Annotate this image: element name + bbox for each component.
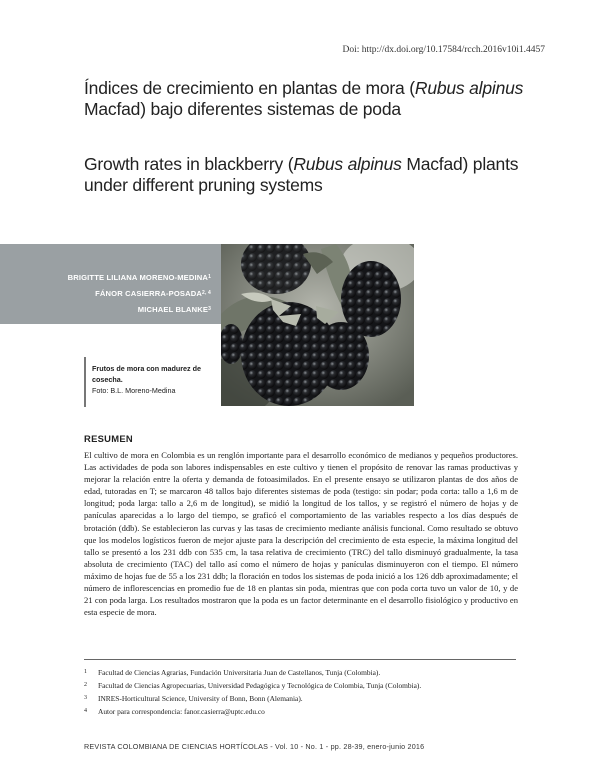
title-en-part2: Macfad) plants under different pruning systems	[84, 154, 519, 195]
blackberry-photo-svg	[221, 244, 414, 406]
blackberry-photo	[221, 244, 414, 406]
title-en-species: Rubus alpinus	[293, 154, 402, 174]
photo-caption	[84, 357, 214, 407]
footnote: 1 Facultad de Ciencias Agrarias, Fundación Universitaria Juan de Castellanos, Tunja (Colombia).	[84, 668, 381, 677]
title-en-part1: Growth rates in blackberry (	[84, 154, 294, 174]
author-3: MICHAEL BLANKE$^3$	[137, 305, 211, 314]
abstract-text: El cultivo de mora en Colombia es un renglón importante para el desarrollo económico de medianos y pequeños productores. Las actividades de poda son labores indispensables en este cultivo y tienen el propósito de renovar las ramas productivas y mejorar la relación entre la oferta y demanda de fotoasimilados. En el presente ensayo se utilizaron plantas de dos años de edad, tutoradas en T; se marcaron 48 tallos bajo diferentes sistemas de poda (testigo: sin podar; poda corta: tallo a 1,6 m de longitud; poda larga: tallo a 2,6 m de longitud), se midió la longitud de los tallos, y se registró el número de hojas y de panículas aparecidas a lo largo del tiempo, se graficó el comportamiento de las variables respecto a los días después de brotación (ddb). Se establecieron las curvas y las tasas de crecimiento mediante análisis funcional. Como resultado se obtuvo que los modelos logísticos fueron de mejor ajuste para la descripción del crecimiento de esta especie, la máxima longitud del tallo se presentó a los 231 ddb con 535 cm, la tasa relativa de crecimiento (TRC) del tallo disminuyó gradualmente, la tasa absoluta de crecimiento (TAC) del tallo así como el número de hojas y panículas disminuyeron con el tiempo. El número máximo de hojas fue de 55 a los 231 ddb; la floración en todos los sistemas de poda inició a los 126 ddb aproximadamente; el número de inflorescencias en promedio fue de 18 en plantas sin poda, mientras que con poda corta tuvo un valor de 10, y de 21 con poda larga. Los resultados mostraron que la poda es un factor determinante en el desarrollo fisiológico y productivo en esta especie de mora.	[84, 450, 518, 618]
doi-link[interactable]: Doi: http://dx.doi.org/10.17584/rcch.2016v10i1.4457	[342, 45, 545, 55]
title-es-part2: Macfad) bajo diferentes sistemas de poda	[84, 99, 401, 119]
title-es-species: Rubus alpinus	[414, 78, 524, 98]
title-spanish	[84, 78, 554, 120]
title-es-part1: Índices de crecimiento en plantas de mora (	[84, 78, 415, 98]
footnotes	[84, 666, 518, 718]
caption-credit: Foto: B.L. Moreno-Medina	[92, 386, 176, 395]
footnote: 4 Autor para correspondencia: fanor.casierra@uptc.edu.co	[84, 707, 265, 716]
title-english	[84, 154, 554, 196]
author-1: BRIGITTE LILIANA MORENO-MEDINA$^1$	[67, 273, 211, 282]
author-2: FÁNOR CASIERRA-POSADA$^{2, 4}$	[95, 289, 211, 298]
caption-title: Frutos de mora con madurez de cosecha.	[92, 364, 202, 384]
journal-footer: REVISTA COLOMBIANA DE CIENCIAS HORTÍCOLAS - Vol. 10 - No. 1 - pp. 28-39, enero-junio 2016	[84, 742, 425, 751]
author-list	[68, 270, 211, 318]
footnote: 3 INRES-Horticultural Science, University of Bonn, Bonn (Alemania).	[84, 694, 303, 703]
footnote-divider	[84, 659, 516, 660]
footnote: 2 Facultad de Ciencias Agropecuarias, Universidad Pedagógica y Tecnológica de Colombia, Tunja (Colombia).	[84, 681, 422, 690]
abstract-heading: RESUMEN	[84, 433, 133, 444]
